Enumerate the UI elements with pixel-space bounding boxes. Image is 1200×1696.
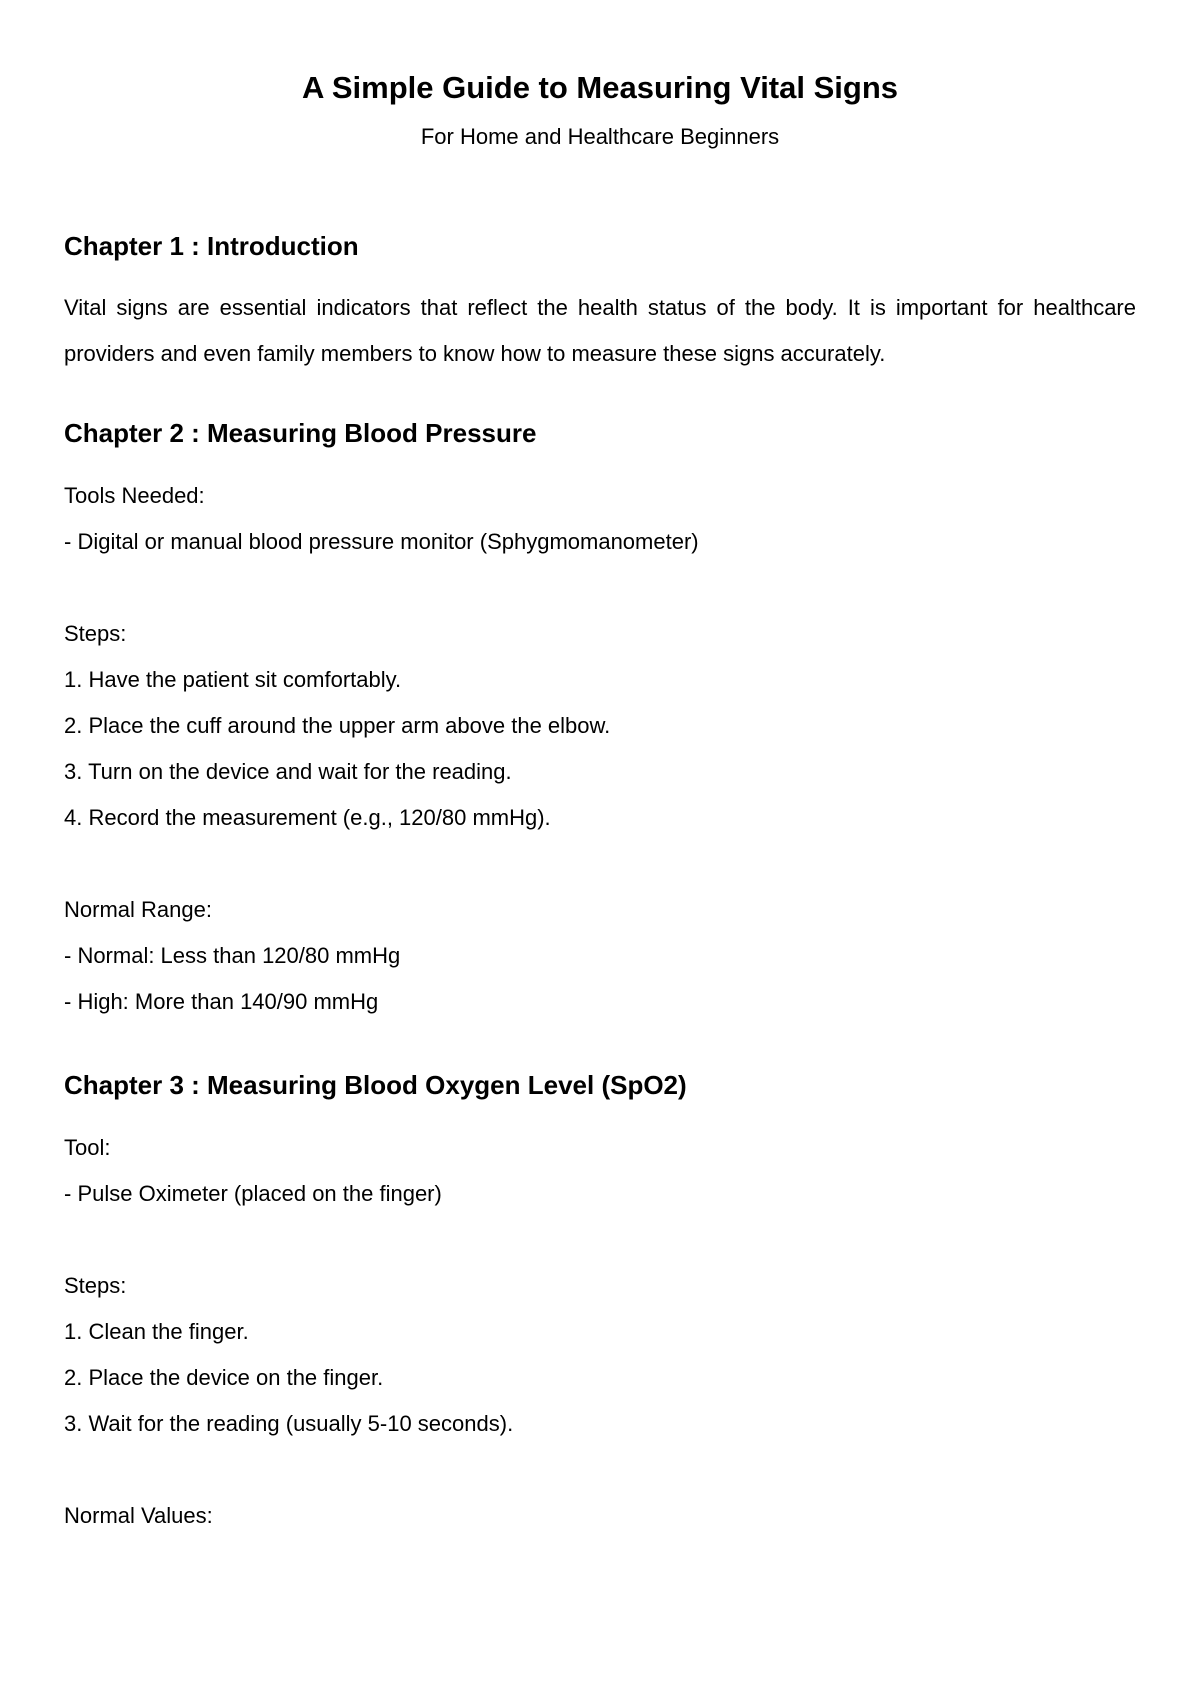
steps-label: Steps:	[64, 1273, 127, 1298]
chapter-body: Vital signs are essential indicators that reflect the health status of the body. It is important for healthcare providers and even family members to know how to measure these signs accurately.	[64, 295, 1136, 366]
list-item: - Pulse Oximeter (placed on the finger)	[64, 1181, 442, 1206]
steps-label: Steps:	[64, 621, 127, 646]
list-item: 2. Place the device on the finger.	[64, 1365, 384, 1390]
document-title: A Simple Guide to Measuring Vital Signs	[302, 70, 898, 105]
list-item: 3. Turn on the device and wait for the reading.	[64, 759, 512, 784]
list-item: 1. Have the patient sit comfortably.	[64, 667, 402, 692]
chapter-blood-pressure	[64, 415, 1136, 1025]
chapter-blood-oxygen	[64, 1067, 1136, 1539]
chapter-heading: Chapter 1 : Introduction	[64, 231, 359, 261]
list-item: 4. Record the measurement (e.g., 120/80 mmHg).	[64, 805, 551, 830]
document-subtitle: For Home and Healthcare Beginners	[420, 124, 780, 149]
list-item: - High: More than 140/90 mmHg	[64, 989, 379, 1014]
chapter-introduction	[64, 228, 1136, 377]
list-item: - Digital or manual blood pressure monitor (Sphygmomanometer)	[64, 529, 699, 554]
list-item: 2. Place the cuff around the upper arm above the elbow.	[64, 713, 611, 738]
normal-values-label: Normal Values:	[64, 1503, 213, 1528]
chapter-heading: Chapter 3 : Measuring Blood Oxygen Level (SpO2)	[64, 1070, 687, 1100]
chapter-heading: Chapter 2 : Measuring Blood Pressure	[64, 418, 537, 448]
list-item: 1. Clean the finger.	[64, 1319, 249, 1344]
tools-label: Tools Needed:	[64, 483, 205, 508]
tool-label: Tool:	[64, 1135, 111, 1160]
normal-range-label: Normal Range:	[64, 897, 212, 922]
list-item: 3. Wait for the reading (usually 5-10 seconds).	[64, 1411, 514, 1436]
list-item: - Normal: Less than 120/80 mmHg	[64, 943, 401, 968]
